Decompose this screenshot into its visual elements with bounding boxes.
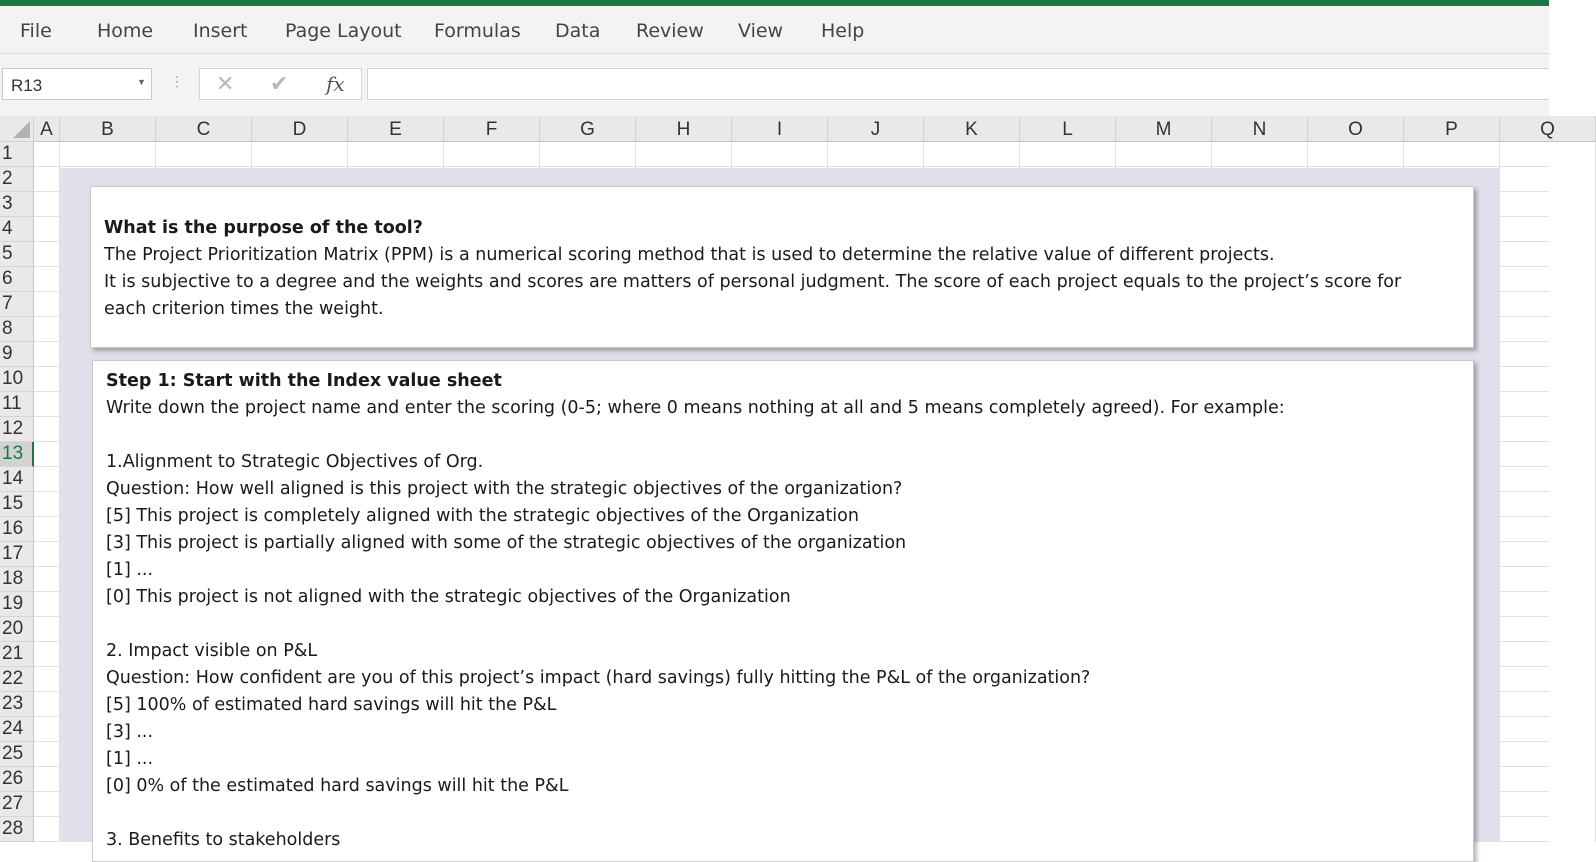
enter-icon[interactable]: ✔	[270, 71, 289, 96]
gridline	[1499, 142, 1500, 842]
tab-view[interactable]: View	[738, 20, 784, 42]
column-header[interactable]: F	[444, 116, 540, 142]
column-header[interactable]: P	[1404, 116, 1500, 142]
purpose-textbox[interactable]	[90, 186, 1474, 348]
step1-line: [5] This project is completely aligned with the strategic objectives of the Organization	[106, 506, 859, 526]
step1-line: [0] 0% of the estimated hard savings will hit the P&L	[106, 776, 569, 796]
column-header[interactable]: O	[1308, 116, 1404, 142]
step1-line: [3] ...	[106, 722, 154, 742]
column-header[interactable]: C	[156, 116, 252, 142]
step1-line: 3. Benefits to stakeholders	[106, 830, 341, 850]
formula-bar	[0, 54, 1549, 116]
row-header[interactable]: 23	[0, 692, 34, 717]
column-header[interactable]: M	[1116, 116, 1212, 142]
row-header[interactable]: 24	[0, 717, 34, 742]
row-header[interactable]: 15	[0, 492, 34, 517]
tab-insert[interactable]: Insert	[193, 20, 248, 42]
row-header[interactable]: 7	[0, 292, 34, 317]
row-header[interactable]: 10	[0, 367, 34, 392]
row-header[interactable]: 8	[0, 317, 34, 342]
purpose-line: It is subjective to a degree and the weights and scores are matters of personal judgment. The score of each project equals to the project’s score for	[104, 272, 1402, 292]
step1-line: Write down the project name and enter the scoring (0-5; where 0 means nothing at all and 5 means completely agreed). For example:	[106, 398, 1285, 418]
cancel-icon[interactable]: ✕	[216, 71, 235, 96]
column-header[interactable]: H	[636, 116, 732, 142]
tab-help[interactable]: Help	[821, 20, 865, 42]
step1-line: Question: How well aligned is this project with the strategic objectives of the organization?	[106, 479, 903, 499]
row-header[interactable]: 19	[0, 592, 34, 617]
gridline	[34, 166, 1549, 167]
row-header[interactable]: 4	[0, 217, 34, 242]
row-header[interactable]: 6	[0, 267, 34, 292]
step1-textbox[interactable]	[92, 360, 1474, 862]
row-header[interactable]: 22	[0, 667, 34, 692]
column-header[interactable]: D	[252, 116, 348, 142]
row-header[interactable]: 27	[0, 792, 34, 817]
step1-line: 2. Impact visible on P&L	[106, 641, 318, 661]
column-header[interactable]: J	[828, 116, 924, 142]
formula-buttons	[199, 68, 362, 100]
column-header[interactable]: N	[1212, 116, 1308, 142]
step1-line: [0] This project is not aligned with the strategic objectives of the Organization	[106, 587, 791, 607]
step1-line: 1.Alignment to Strategic Objectives of Org.	[106, 452, 484, 472]
step1-line: [5] 100% of estimated hard savings will hit the P&L	[106, 695, 557, 715]
column-header[interactable]: B	[60, 116, 156, 142]
column-header[interactable]: Q	[1500, 116, 1596, 142]
select-all-triangle-icon	[13, 121, 30, 138]
row-header[interactable]: 1	[0, 142, 34, 167]
chevron-down-icon[interactable]: ▼	[137, 77, 146, 87]
row-header[interactable]: 21	[0, 642, 34, 667]
column-header[interactable]: I	[732, 116, 828, 142]
row-header[interactable]: 16	[0, 517, 34, 542]
tab-formulas[interactable]: Formulas	[434, 20, 521, 42]
row-header[interactable]: 2	[0, 167, 34, 192]
tab-file[interactable]: File	[20, 20, 52, 42]
step1-line: Question: How confident are you of this project’s impact (hard savings) fully hitting the P&L of the organization?	[106, 668, 1091, 688]
column-header[interactable]: A	[34, 116, 60, 142]
name-box[interactable]	[2, 68, 152, 100]
tab-page-layout[interactable]: Page Layout	[285, 20, 402, 42]
tab-home[interactable]: Home	[97, 20, 154, 42]
tab-data[interactable]: Data	[555, 20, 601, 42]
name-box-value: R13	[11, 76, 43, 95]
step1-line: [1] ...	[106, 749, 154, 769]
drag-handle-icon[interactable]: ⋮	[170, 73, 184, 89]
purpose-line: The Project Prioritization Matrix (PPM) is a numerical scoring method that is used to determine the relative value of different projects.	[104, 245, 1275, 265]
row-header[interactable]: 5	[0, 242, 34, 267]
purpose-heading: What is the purpose of the tool?	[104, 218, 423, 238]
row-header[interactable]: 3	[0, 192, 34, 217]
purpose-line: each criterion times the weight.	[104, 299, 384, 319]
insert-function-icon[interactable]: fx	[326, 72, 345, 96]
step1-heading: Step 1: Start with the Index value sheet	[106, 371, 502, 391]
step1-line: [3] This project is partially aligned with some of the strategic objectives of the organization	[106, 533, 907, 553]
row-header[interactable]: 17	[0, 542, 34, 567]
row-header[interactable]: 28	[0, 817, 34, 842]
row-header[interactable]: 25	[0, 742, 34, 767]
row-header[interactable]: 18	[0, 567, 34, 592]
column-header[interactable]: E	[348, 116, 444, 142]
row-header[interactable]: 26	[0, 767, 34, 792]
row-header[interactable]: 13	[0, 442, 34, 467]
formula-input[interactable]	[367, 68, 1549, 100]
row-header[interactable]: 9	[0, 342, 34, 367]
row-header[interactable]: 11	[0, 392, 34, 417]
column-header[interactable]: K	[924, 116, 1020, 142]
select-all-button[interactable]	[0, 116, 34, 142]
row-header[interactable]: 20	[0, 617, 34, 642]
column-header[interactable]: L	[1020, 116, 1116, 142]
step1-line: [1] ...	[106, 560, 154, 580]
row-header[interactable]: 12	[0, 417, 34, 442]
column-header[interactable]: G	[540, 116, 636, 142]
tab-review[interactable]: Review	[636, 20, 704, 42]
ribbon-tab-bar	[0, 6, 1549, 54]
row-header[interactable]: 14	[0, 467, 34, 492]
